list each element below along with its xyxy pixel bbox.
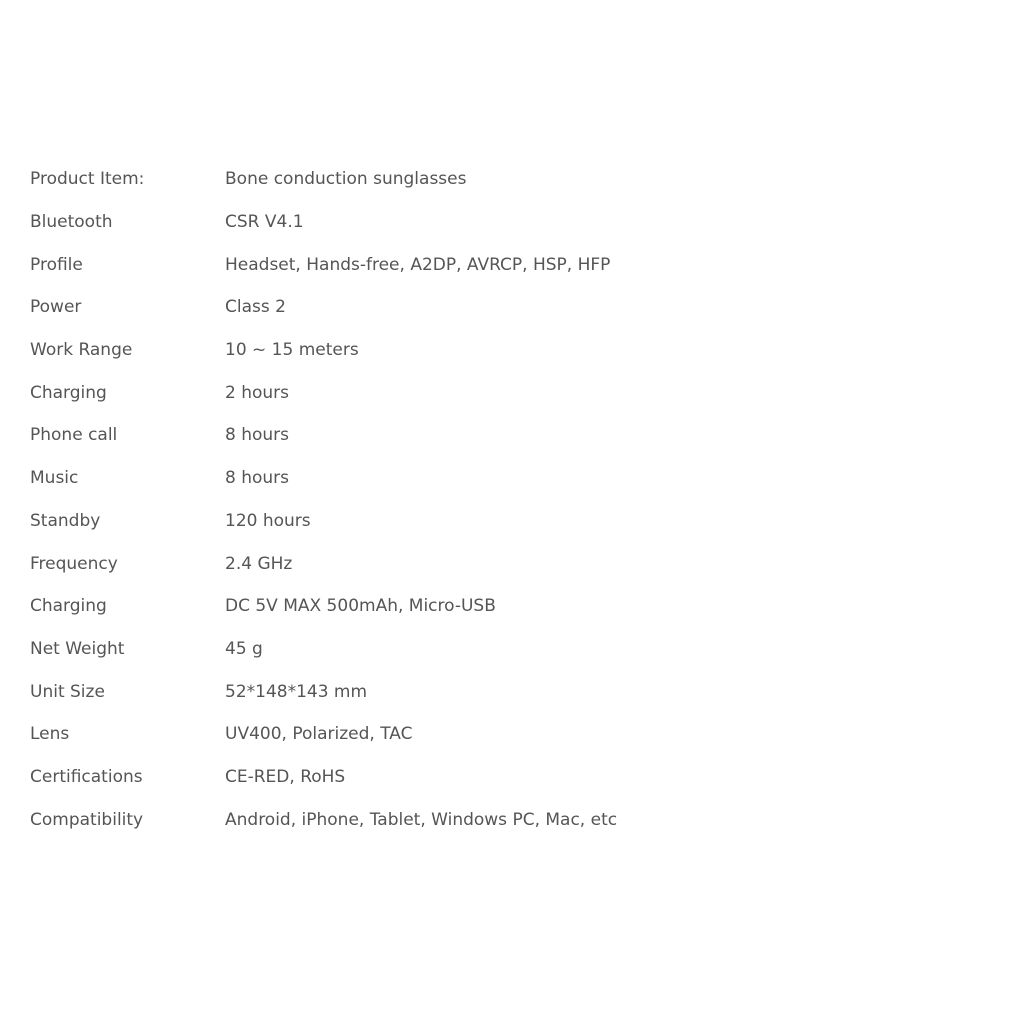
spec-value: 8 hours — [225, 468, 290, 489]
spec-row — [30, 585, 750, 628]
spec-label: Charging — [30, 382, 107, 403]
spec-value: 45 g — [225, 638, 263, 659]
spec-row — [30, 542, 750, 585]
spec-value: 2 hours — [225, 382, 290, 403]
spec-value: UV400, Polarized, TAC — [225, 724, 413, 745]
spec-row — [30, 500, 750, 543]
spec-label: Lens — [30, 724, 70, 745]
spec-label: Phone call — [30, 425, 118, 446]
spec-value: DC 5V MAX 500mAh, Micro-USB — [225, 596, 496, 617]
spec-label: Charging — [30, 596, 107, 617]
spec-label: Bluetooth — [30, 212, 113, 233]
spec-value: 10 ~ 15 meters — [225, 340, 359, 361]
spec-value: Class 2 — [225, 297, 286, 318]
spec-row — [30, 756, 750, 799]
spec-row — [30, 457, 750, 500]
spec-value: 8 hours — [225, 425, 290, 446]
spec-label: Music — [30, 468, 79, 489]
spec-row — [30, 243, 750, 286]
spec-row — [30, 628, 750, 671]
spec-table — [30, 158, 750, 841]
spec-label: Unit Size — [30, 681, 105, 702]
spec-row — [30, 414, 750, 457]
spec-value: 120 hours — [225, 510, 311, 531]
spec-label: Work Range — [30, 340, 133, 361]
spec-label: Net Weight — [30, 638, 125, 659]
spec-value: CE-RED, RoHS — [225, 766, 346, 787]
spec-row — [30, 670, 750, 713]
spec-value: CSR V4.1 — [225, 212, 304, 233]
spec-row — [30, 371, 750, 414]
spec-label: Standby — [30, 510, 101, 531]
spec-label: Power — [30, 297, 82, 318]
spec-label: Frequency — [30, 553, 118, 574]
spec-row — [30, 798, 750, 841]
spec-label: Profile — [30, 254, 83, 275]
spec-row — [30, 329, 750, 372]
spec-row — [30, 201, 750, 244]
spec-label: Product Item: — [30, 169, 145, 190]
spec-value: Android, iPhone, Tablet, Windows PC, Mac, etc — [225, 809, 618, 830]
spec-value: 52*148*143 mm — [225, 681, 368, 702]
spec-value: Bone conduction sunglasses — [225, 169, 467, 190]
spec-row — [30, 158, 750, 201]
spec-label: Compatibility — [30, 809, 144, 830]
spec-row — [30, 713, 750, 756]
spec-row — [30, 286, 750, 329]
spec-value: 2.4 GHz — [225, 553, 293, 574]
spec-label: Certifications — [30, 766, 143, 787]
spec-value: Headset, Hands-free, A2DP, AVRCP, HSP, HFP — [225, 254, 611, 275]
